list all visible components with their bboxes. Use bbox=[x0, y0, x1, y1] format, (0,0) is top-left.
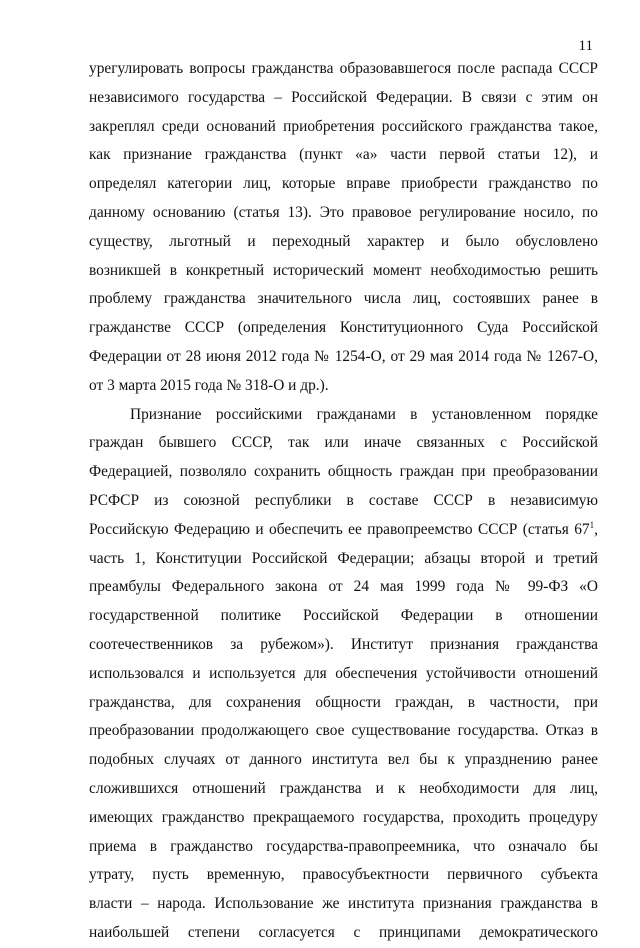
text-line: как признание гражданства (пункт «а» части первой статьи 12), и bbox=[89, 146, 598, 164]
text-line: от 3 марта 2015 года № 318-О и др.). bbox=[89, 376, 329, 394]
text-line: данному основанию (статья 13). Это правовое регулирование носило, по bbox=[89, 203, 598, 221]
text-line: проблему гражданства значительного числа лиц, состоявших ранее в bbox=[89, 290, 598, 308]
text-line: гражданства, для сохранения общности граждан, в частности, при bbox=[89, 693, 598, 711]
text-line: приема в гражданство государства-правопреемника, что означало бы bbox=[89, 837, 598, 855]
text-line: Федерацией, позволяло сохранить общность граждан при преобразовании bbox=[89, 463, 598, 481]
text-line: государственной политике Российской Федерации в отношении bbox=[89, 607, 598, 625]
text-line: использовался и используется для обеспечения устойчивости отношений bbox=[89, 664, 598, 682]
text-line: Российскую Федерацию и обеспечить ее правопреемство СССР (статья $67^1$, bbox=[89, 519, 598, 538]
text-line: граждан бывшего СССР, так или иначе связанных с Российской bbox=[89, 434, 598, 452]
text-line: утрату, пусть временную, правосубъектности первичного субъекта bbox=[89, 866, 598, 884]
text-line: часть 1, Конституции Российской Федерации; абзацы второй и третий bbox=[89, 549, 598, 567]
text-line: Признание российскими гражданами в установленном порядке bbox=[130, 405, 598, 423]
text-line: преобразовании продолжающего свое существование государства. Отказ в bbox=[89, 722, 598, 740]
text-line: подобных случаях от данного института вел бы к упразднению ранее bbox=[89, 751, 598, 769]
paragraph-2 bbox=[89, 401, 598, 948]
text-line: урегулировать вопросы гражданства образовавшегося после распада СССР bbox=[89, 60, 598, 77]
text-line: определял категории лиц, которые вправе приобрести гражданство по bbox=[89, 175, 598, 193]
text-line: соотечественников за рубежом»). Институт признания гражданства bbox=[89, 635, 598, 653]
text-line: возникшей в конкретный исторический момент необходимостью решить bbox=[89, 261, 598, 279]
text-line: закреплял среди оснований приобретения российского гражданства такое, bbox=[89, 117, 598, 135]
document-body bbox=[89, 55, 598, 948]
text-line: существу, льготный и переходный характер и было обусловлено bbox=[89, 232, 598, 250]
text-line: наибольшей степени согласуется с принципами демократического bbox=[89, 923, 598, 941]
text-line: имеющих гражданство прекращаемого государства, проходить процедуру bbox=[89, 808, 598, 826]
footnote-superscript: 1 bbox=[589, 519, 595, 530]
text-line: гражданстве СССР (определения Конституционного Суда Российской bbox=[89, 319, 598, 337]
text-line: власти – народа. Использование же института признания гражданства в bbox=[89, 895, 598, 913]
paragraph-1 bbox=[89, 55, 598, 401]
text-line: независимого государства – Российской Федерации. В связи с этим он bbox=[89, 88, 598, 106]
page-number: 11 bbox=[578, 38, 593, 54]
text-line: сложившихся отношений гражданства и к необходимости для лиц, bbox=[89, 779, 598, 797]
text-line: РСФСР из союзной республики в составе СССР в независимую bbox=[89, 491, 598, 509]
text-line: Федерации от 28 июня 2012 года № 1254-О, от 29 мая 2014 года № 1267-О, bbox=[89, 347, 598, 365]
text-line: преамбулы Федерального закона от 24 мая 1999 года № 99-ФЗ «О bbox=[89, 578, 598, 596]
